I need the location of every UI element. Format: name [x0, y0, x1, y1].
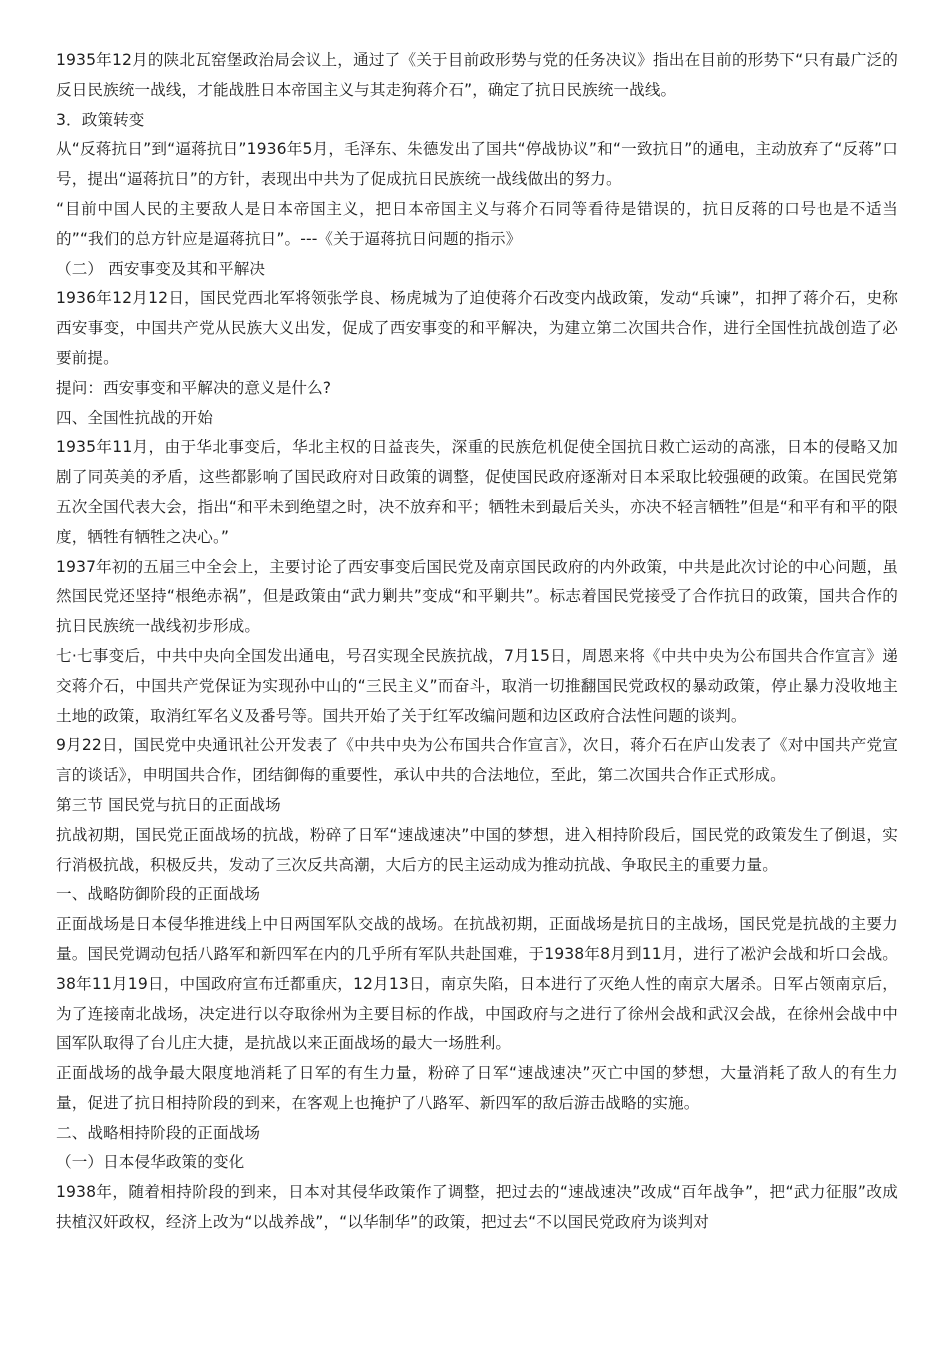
heading-nationwide-war: 四、全国性抗战的开始 [56, 408, 213, 427]
paragraph-policy-adjustment: 1935年11月，由于华北事变后，华北主权的日益丧失，深重的民族危机促使全国抗日救亡运动的高涨，日本的侵略又加剧了同英美的矛盾，这些都影响了国民政府对日政策的调整，促使国民政府逐渐对日本采取比较强硬的政策。在国民党第五次全国代表大会，指出“和平未到绝望之时，决不放弃和平；牺牲未到最后关头，亦决不轻言牺牲”但是“和平有和平的限度，牺牲有牺牲之决心。” [56, 438, 898, 546]
paragraph-force-chiang: 从“反蒋抗日”到“逼蒋抗日”1936年5月，毛泽东、朱德发出了国共“停战协议”和“一致抗日”的通电，主动放弃了“反蒋”口号，提出“逼蒋抗日”的方针，表现出中共为了促成抗日民族统一战线做出的努力。 [56, 140, 898, 189]
paragraph-frontal-battlefield: 正面战场是日本侵华推进线上中日两国军队交战的战场。在抗战初期，正面战场是抗日的主战场，国民党是抗战的主要力量。国民党调动包括八路军和新四军在内的几乎所有军队共赴国难，于1938年8月到11月，进行了凇沪会战和圻口会战。38年11月19日，中国政府宣布迁都重庆，12月13日，南京失陷，日本进行了灭绝人性的南京大屠杀。日军占领南京后，为了连接南北战场，决定进行以夺取徐州为主要目标的作战，中国政府与之进行了徐州会战和武汉会战，在徐州会战中中国军队取得了台儿庄大捷，是抗战以来正面战场的最大一场胜利。 [56, 915, 898, 1053]
paragraph-third-plenum: 1937年初的五届三中全会上，主要讨论了西安事变后国民党及南京国民政府的内外政策，中共是此次讨论的中心问题，虽然国民党还坚持“根绝赤祸”，但是政策由“武力剿共”变成“和平剿共”。标志着国民党接受了合作抗日的政策，国共合作的抗日民族统一战线初步形成。 [56, 557, 898, 636]
paragraph-frontal-significance: 正面战场的战争最大限度地消耗了日军的有生力量，粉碎了日军“速战速决”灭亡中国的梦想，大量消耗了敌人的有生力量，促进了抗日相持阶段的到来，在客观上也掩护了八路军、新四军的敌后游击战略的实施。 [56, 1064, 898, 1112]
heading-xian-incident: （二） 西安事变及其和平解决 [56, 259, 266, 278]
heading-section-three: 第三节 国民党与抗日的正面战场 [56, 795, 281, 814]
paragraph-wayaobao-meeting: 1935年12月的陕北瓦窑堡政治局会议上，通过了《关于目前政形势与党的任务决议》指出在目前的形势下“只有最广泛的反日民族统一战线，才能战胜日本帝国主义与其走狗蒋介石”，确定了抗日民族统一战线。 [56, 51, 898, 99]
paragraph-july-seventh: 七·七事变后，中共中央向全国发出通电，号召实现全民族抗战，7月15日，周恩来将《中共中央为公布国共合作宣言》递交蒋介石，中国共产党保证为实现孙中山的“三民主义”而奋斗，取消一切推翻国民党政权的暴动政策，停止暴力没收地主土地的政策，取消红军名义及番号等。国共开始了关于红军改编问题和边区政府合法性问题的谈判。 [56, 646, 898, 725]
document-body [56, 46, 898, 1238]
paragraph-directive-quote: “目前中国人民的主要敌人是日本帝国主义，把日本帝国主义与蒋介石同等看待是错误的，抗日反蒋的口号也是不适当的”“我们的总方针应是逼蒋抗日”。---《关于逼蒋抗日问题的指示》 [56, 199, 898, 248]
heading-japan-policy-change: （一）日本侵华政策的变化 [56, 1153, 245, 1172]
paragraph-september-22: 9月22日，国民党中央通讯社公开发表了《中共中央为公布国共合作宣言》，次日，蒋介石在庐山发表了《对中国共产党宣言的谈话》，申明国共合作，团结御侮的重要性，承认中共的合法地位，至此，第二次国共合作正式形成。 [56, 736, 898, 785]
heading-stalemate-stage: 二、战略相持阶段的正面战场 [56, 1123, 261, 1142]
paragraph-japan-1938: 1938年，随着相持阶段的到来，日本对其侵华政策作了调整，把过去的“速战速决”改成“百年战争”，把“武力征服”改成扶植汉奸政权，经济上改为“以战养战”，“以华制华”的政策，把过去“不以国民党政府为谈判对 [56, 1183, 898, 1232]
heading-policy-shift: 3．政策转变 [56, 110, 145, 129]
paragraph-section-intro: 抗战初期，国民党正面战场的抗战，粉碎了日军“速战速决”中国的梦想，进入相持阶段后，国民党的政策发生了倒退，实行消极抗战，积极反共，发动了三次反共高潮，大后方的民主运动成为推动抗战、争取民主的重要力量。 [56, 825, 898, 874]
heading-defense-stage: 一、战略防御阶段的正面战场 [56, 885, 261, 904]
paragraph-question: 提问：西安事变和平解决的意义是什么? [56, 378, 332, 397]
paragraph-xian-incident: 1936年12月12日，国民党西北军将领张学良、杨虎城为了迫使蒋介石改变内战政策，发动“兵谏”，扣押了蒋介石，史称西安事变，中国共产党从民族大义出发，促成了西安事变的和平解决，为建立第二次国共合作，进行全国性抗战创造了必要前提。 [56, 289, 898, 367]
